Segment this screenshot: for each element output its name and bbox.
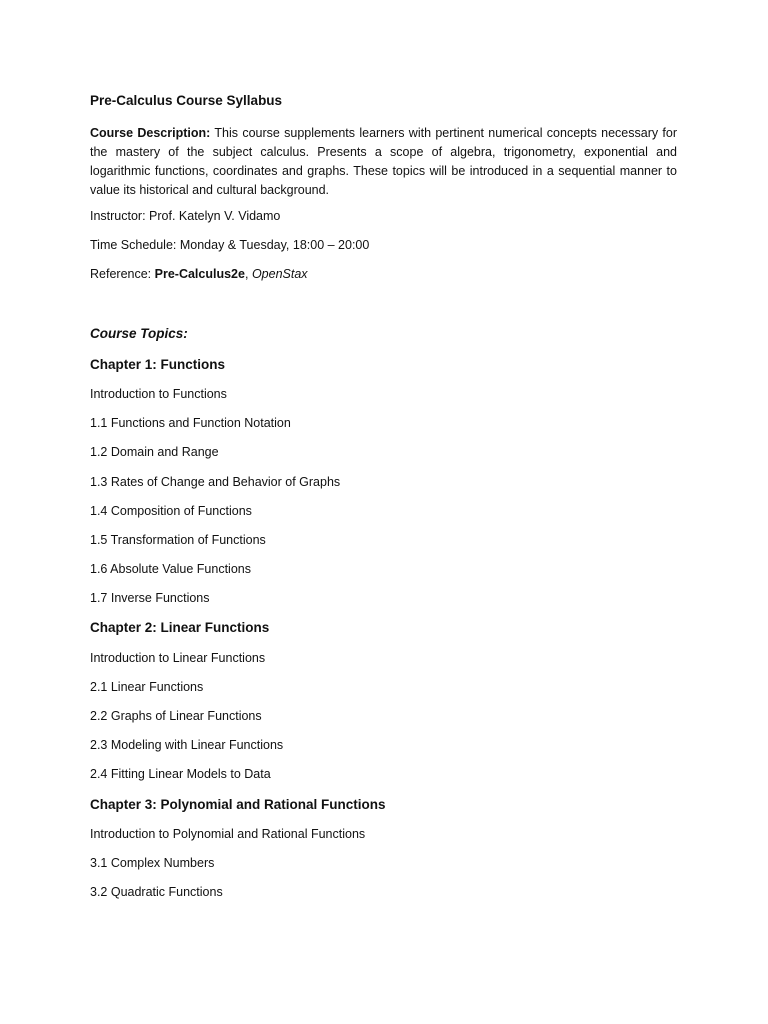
list-item: 1.7 Inverse Functions — [90, 591, 210, 605]
chapter-3-title: Chapter 3: Polynomial and Rational Functions — [90, 797, 386, 812]
reference-label: Reference: — [90, 267, 152, 281]
list-item: 3.1 Complex Numbers — [90, 856, 215, 870]
instructor-line: Instructor: Prof. Katelyn V. Vidamo — [90, 209, 281, 223]
list-item: 2.3 Modeling with Linear Functions — [90, 738, 284, 752]
list-item: 1.1 Functions and Function Notation — [90, 416, 291, 430]
chapter-1-title: Chapter 1: Functions — [90, 357, 226, 372]
list-item: 1.2 Domain and Range — [90, 445, 219, 459]
list-item: 1.6 Absolute Value Functions — [90, 562, 251, 576]
list-item: Introduction to Functions — [90, 387, 227, 401]
reference-publisher: OpenStax — [251, 267, 308, 281]
course-topics-heading: Course Topics: — [90, 326, 188, 341]
list-item: 2.2 Graphs of Linear Functions — [90, 709, 262, 723]
reference-separator: , — [244, 267, 249, 281]
list-item: 1.4 Composition of Functions — [90, 504, 252, 518]
reference-book: Pre-Calculus2e — [154, 267, 245, 281]
reference-line — [90, 267, 308, 281]
list-item: Introduction to Polynomial and Rational Functions — [90, 827, 366, 841]
chapter-2-title: Chapter 2: Linear Functions — [90, 620, 270, 635]
course-description — [90, 124, 677, 200]
list-item: 1.3 Rates of Change and Behavior of Graphs — [90, 475, 341, 489]
list-item: 1.5 Transformation of Functions — [90, 533, 266, 547]
course-description-text: This course supplements learners with pertinent numerical concepts necessary for the mastery of the subject calculus. Presents a scope of algebra, trigonometry, exponential and logarithmic functions, coordinates and graphs. These topics will be introduced in a sequential manner to value its historical and cultural background. — [90, 126, 678, 197]
list-item: 2.1 Linear Functions — [90, 680, 204, 694]
course-description-label: Course Description: — [90, 126, 211, 140]
list-item: 2.4 Fitting Linear Models to Data — [90, 767, 271, 781]
document-title: Pre-Calculus Course Syllabus — [90, 93, 283, 108]
time-schedule-line: Time Schedule: Monday & Tuesday, 18:00 – 20:00 — [90, 238, 370, 252]
list-item: Introduction to Linear Functions — [90, 651, 266, 665]
list-item: 3.2 Quadratic Functions — [90, 885, 223, 899]
